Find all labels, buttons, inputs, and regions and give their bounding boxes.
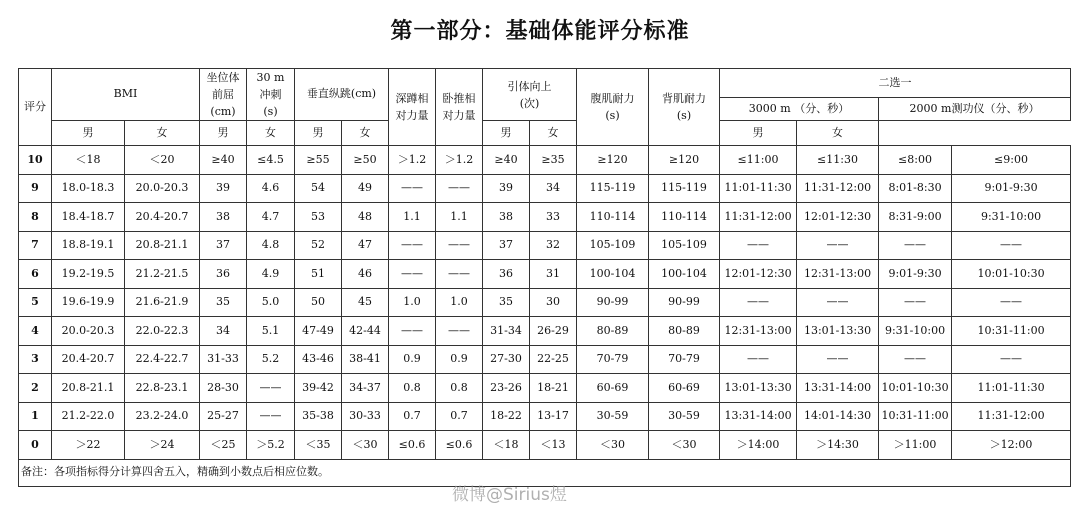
table-cell: ≤9:00 [952, 146, 1071, 175]
table-cell: 35 [483, 288, 530, 317]
score-cell: 5 [19, 288, 52, 317]
table-cell: 9:31-10:00 [952, 203, 1071, 232]
header-bmi-female: 女 [125, 121, 200, 146]
table-cell: 11:31-12:00 [797, 174, 879, 203]
table-cell: 38-41 [342, 345, 389, 374]
table-cell: 13:01-13:30 [720, 374, 797, 403]
table-cell: 0.7 [436, 402, 483, 431]
table-cell: 20.8-21.1 [125, 231, 200, 260]
table-cell: 18-22 [483, 402, 530, 431]
header-bmi: BMI [52, 69, 200, 121]
score-cell: 3 [19, 345, 52, 374]
table-cell: —— [952, 231, 1071, 260]
table-cell: 18.4-18.7 [52, 203, 125, 232]
table-cell: —— [879, 345, 952, 374]
fitness-score-table [18, 68, 1071, 487]
table-cell: 51 [295, 260, 342, 289]
table-cell: 35-38 [295, 402, 342, 431]
table-cell: 43-46 [295, 345, 342, 374]
table-cell: 39-42 [295, 374, 342, 403]
header-vertical-jump: 垂直纵跳(cm) [295, 69, 389, 121]
score-cell: 4 [19, 317, 52, 346]
table-cell: 20.8-21.1 [52, 374, 125, 403]
table-cell: ＞1.2 [389, 146, 436, 175]
table-cell: 9:01-9:30 [952, 174, 1071, 203]
table-cell: 20.4-20.7 [125, 203, 200, 232]
table-cell: 27-30 [483, 345, 530, 374]
header-pullup: 引体向上 (次) [483, 69, 577, 121]
table-cell: 0.7 [389, 402, 436, 431]
table-cell: 115-119 [577, 174, 649, 203]
table-row [19, 174, 1071, 203]
table-cell: ≤8:00 [879, 146, 952, 175]
table-cell: —— [720, 288, 797, 317]
table-cell: ≥120 [577, 146, 649, 175]
table-cell: 45 [342, 288, 389, 317]
table-cell: —— [247, 402, 295, 431]
table-cell: —— [389, 174, 436, 203]
table-cell: 4.6 [247, 174, 295, 203]
table-cell: 34 [530, 174, 577, 203]
table-cell: 39 [483, 174, 530, 203]
table-cell: —— [797, 345, 879, 374]
table-cell: 1.0 [389, 288, 436, 317]
table-cell: 4.8 [247, 231, 295, 260]
table-cell: ≥40 [483, 146, 530, 175]
table-cell: 18.8-19.1 [52, 231, 125, 260]
table-cell: —— [389, 317, 436, 346]
table-cell: 100-104 [577, 260, 649, 289]
score-cell: 1 [19, 402, 52, 431]
score-cell: 2 [19, 374, 52, 403]
table-row [19, 374, 1071, 403]
table-cell: 10:31-11:00 [879, 402, 952, 431]
table-cell: 110-114 [577, 203, 649, 232]
table-cell: 18.0-18.3 [52, 174, 125, 203]
table-cell: 26-29 [530, 317, 577, 346]
table-cell: 47 [342, 231, 389, 260]
table-cell: ≤4.5 [247, 146, 295, 175]
header-squat: 深蹲相 对力量 [389, 69, 436, 146]
table-row [19, 345, 1071, 374]
table-cell: 11:01-11:30 [720, 174, 797, 203]
table-cell: ≥35 [530, 146, 577, 175]
table-cell: ≤0.6 [389, 431, 436, 460]
table-cell: ＞1.2 [436, 146, 483, 175]
table-cell: 12:01-12:30 [797, 203, 879, 232]
header-run-female: 女 [530, 121, 577, 146]
table-cell: 100-104 [649, 260, 720, 289]
table-cell: —— [436, 260, 483, 289]
table-cell: 22-25 [530, 345, 577, 374]
table-cell: 34-37 [342, 374, 389, 403]
table-cell: ＜25 [200, 431, 247, 460]
header-vjump-male: 男 [200, 121, 247, 146]
table-cell: 20.0-20.3 [52, 317, 125, 346]
table-cell: 13-17 [530, 402, 577, 431]
table-cell: 18-21 [530, 374, 577, 403]
table-cell: 0.9 [436, 345, 483, 374]
header-pullup-female: 女 [342, 121, 389, 146]
table-cell: ≤11:30 [797, 146, 879, 175]
table-cell: 10:01-10:30 [952, 260, 1071, 289]
table-row [19, 317, 1071, 346]
table-cell: —— [720, 231, 797, 260]
table-row [19, 203, 1071, 232]
score-cell: 8 [19, 203, 52, 232]
header-bench: 卧推相 对力量 [436, 69, 483, 146]
table-cell: 50 [295, 288, 342, 317]
table-row [19, 288, 1071, 317]
table-cell: 12:31-13:00 [797, 260, 879, 289]
table-cell: 70-79 [649, 345, 720, 374]
table-cell: 36 [200, 260, 247, 289]
page-title: 第一部分：基础体能评分标准 [390, 18, 690, 44]
table-cell: 13:31-14:00 [720, 402, 797, 431]
table-cell: 1.1 [389, 203, 436, 232]
table-cell: 32 [530, 231, 577, 260]
table-cell: —— [389, 231, 436, 260]
table-cell: 20.0-20.3 [125, 174, 200, 203]
table-cell: —— [952, 288, 1071, 317]
score-cell: 7 [19, 231, 52, 260]
table-cell: 13:31-14:00 [797, 374, 879, 403]
table-cell: 21.6-21.9 [125, 288, 200, 317]
header-run-3000: 3000 m （分、秒） [720, 97, 879, 121]
header-run-male: 男 [483, 121, 530, 146]
table-cell: 21.2-22.0 [52, 402, 125, 431]
table-cell: —— [879, 231, 952, 260]
table-row [19, 260, 1071, 289]
table-cell: 105-109 [577, 231, 649, 260]
table-cell: 60-69 [649, 374, 720, 403]
table-cell: —— [436, 317, 483, 346]
table-cell: 4.9 [247, 260, 295, 289]
table-cell: 0.8 [389, 374, 436, 403]
table-cell: —— [720, 345, 797, 374]
table-cell: 9:31-10:00 [879, 317, 952, 346]
table-cell: 11:01-11:30 [952, 374, 1071, 403]
table-cell: ＞11:00 [879, 431, 952, 460]
table-cell: ≥40 [200, 146, 247, 175]
table-cell: 21.2-21.5 [125, 260, 200, 289]
table-cell: ＜13 [530, 431, 577, 460]
table-cell: 110-114 [649, 203, 720, 232]
header-abs: 腹肌耐力 (s) [577, 69, 649, 146]
table-cell: 30-59 [649, 402, 720, 431]
table-cell: 14:01-14:30 [797, 402, 879, 431]
table-cell: 23-26 [483, 374, 530, 403]
table-cell: 31-34 [483, 317, 530, 346]
table-note: 备注：各项指标得分计算四舍五入，精确到小数点后相应位数。 [19, 459, 1071, 486]
table-cell: 48 [342, 203, 389, 232]
table-cell: 33 [530, 203, 577, 232]
header-vjump-female: 女 [247, 121, 295, 146]
table-cell: 80-89 [577, 317, 649, 346]
table-cell: 22.4-22.7 [125, 345, 200, 374]
table-cell: ＜18 [483, 431, 530, 460]
table-cell: 42-44 [342, 317, 389, 346]
table-cell: 31-33 [200, 345, 247, 374]
table-cell: 30-33 [342, 402, 389, 431]
table-cell: 11:31-12:00 [720, 203, 797, 232]
table-cell: 5.1 [247, 317, 295, 346]
table-cell: —— [247, 374, 295, 403]
table-cell: 90-99 [577, 288, 649, 317]
score-cell: 10 [19, 146, 52, 175]
table-cell: —— [436, 231, 483, 260]
table-cell: —— [436, 174, 483, 203]
score-cell: 0 [19, 431, 52, 460]
table-cell: 60-69 [577, 374, 649, 403]
table-cell: 115-119 [649, 174, 720, 203]
score-rows [19, 146, 1071, 460]
table-cell: ＞12:00 [952, 431, 1071, 460]
table-cell: 25-27 [200, 402, 247, 431]
table-cell: ＜20 [125, 146, 200, 175]
table-cell: 19.2-19.5 [52, 260, 125, 289]
header-row-female: 女 [797, 121, 879, 146]
table-cell: ＜30 [342, 431, 389, 460]
table-cell: 49 [342, 174, 389, 203]
table-cell: ＞5.2 [247, 431, 295, 460]
table-cell: ≤11:00 [720, 146, 797, 175]
table-cell: 38 [483, 203, 530, 232]
table-cell: ＜35 [295, 431, 342, 460]
header-sit-reach: 坐位体 前屈 (cm) [200, 69, 247, 121]
table-cell: ＞14:00 [720, 431, 797, 460]
table-cell: 0.9 [389, 345, 436, 374]
table-row [19, 146, 1071, 175]
table-cell: 22.0-22.3 [125, 317, 200, 346]
header-back: 背肌耐力 (s) [649, 69, 720, 146]
header-sprint: 30 m 冲刺 (s) [247, 69, 295, 121]
table-cell: 105-109 [649, 231, 720, 260]
table-cell: 5.0 [247, 288, 295, 317]
score-cell: 6 [19, 260, 52, 289]
header-bmi-male: 男 [52, 121, 125, 146]
table-cell: 1.0 [436, 288, 483, 317]
table-cell: 54 [295, 174, 342, 203]
table-cell: 34 [200, 317, 247, 346]
table-cell: 38 [200, 203, 247, 232]
header-choose-one: 二选一 [720, 69, 1071, 98]
table-cell: 37 [200, 231, 247, 260]
table-cell: ≥55 [295, 146, 342, 175]
table-cell: 37 [483, 231, 530, 260]
table-cell: ＞14:30 [797, 431, 879, 460]
header-score: 评分 [19, 69, 52, 146]
header-row-2000: 2000 m测功仪（分、秒） [879, 97, 1071, 121]
table-cell: —— [389, 260, 436, 289]
table-cell: 1.1 [436, 203, 483, 232]
watermark: 微博@Sirius煜 [452, 485, 567, 505]
table-cell: 8:31-9:00 [879, 203, 952, 232]
table-cell: 39 [200, 174, 247, 203]
table-cell: ≥50 [342, 146, 389, 175]
table-cell: —— [797, 288, 879, 317]
table-cell: ≤0.6 [436, 431, 483, 460]
table-cell: 22.8-23.1 [125, 374, 200, 403]
table-cell: 19.6-19.9 [52, 288, 125, 317]
table-cell: 10:31-11:00 [952, 317, 1071, 346]
table-cell: 47-49 [295, 317, 342, 346]
table-cell: 13:01-13:30 [797, 317, 879, 346]
table-cell: 30 [530, 288, 577, 317]
table-cell: 4.7 [247, 203, 295, 232]
table-cell: 35 [200, 288, 247, 317]
table-cell: 90-99 [649, 288, 720, 317]
table-cell: 0.8 [436, 374, 483, 403]
header-pullup-male: 男 [295, 121, 342, 146]
table-cell: ＜30 [649, 431, 720, 460]
table-cell: 23.2-24.0 [125, 402, 200, 431]
table-cell: 12:01-12:30 [720, 260, 797, 289]
table-cell: ＞24 [125, 431, 200, 460]
table-cell: 8:01-8:30 [879, 174, 952, 203]
table-cell: 20.4-20.7 [52, 345, 125, 374]
table-cell: 12:31-13:00 [720, 317, 797, 346]
table-cell: —— [952, 345, 1071, 374]
table-cell: 52 [295, 231, 342, 260]
table-row [19, 402, 1071, 431]
table-cell: ＜18 [52, 146, 125, 175]
table-row [19, 231, 1071, 260]
table-cell: 30-59 [577, 402, 649, 431]
table-cell: ＞22 [52, 431, 125, 460]
table-cell: 46 [342, 260, 389, 289]
table-cell: —— [879, 288, 952, 317]
table-cell: ＜30 [577, 431, 649, 460]
table-cell: ≥120 [649, 146, 720, 175]
table-row [19, 431, 1071, 460]
table-cell: —— [797, 231, 879, 260]
table-cell: 70-79 [577, 345, 649, 374]
table-cell: 36 [483, 260, 530, 289]
table-cell: 53 [295, 203, 342, 232]
table-cell: 9:01-9:30 [879, 260, 952, 289]
score-cell: 9 [19, 174, 52, 203]
table-cell: 11:31-12:00 [952, 402, 1071, 431]
table-cell: 10:01-10:30 [879, 374, 952, 403]
table-cell: 31 [530, 260, 577, 289]
table-cell: 28-30 [200, 374, 247, 403]
table-cell: 5.2 [247, 345, 295, 374]
header-row-male: 男 [720, 121, 797, 146]
table-cell: 80-89 [649, 317, 720, 346]
